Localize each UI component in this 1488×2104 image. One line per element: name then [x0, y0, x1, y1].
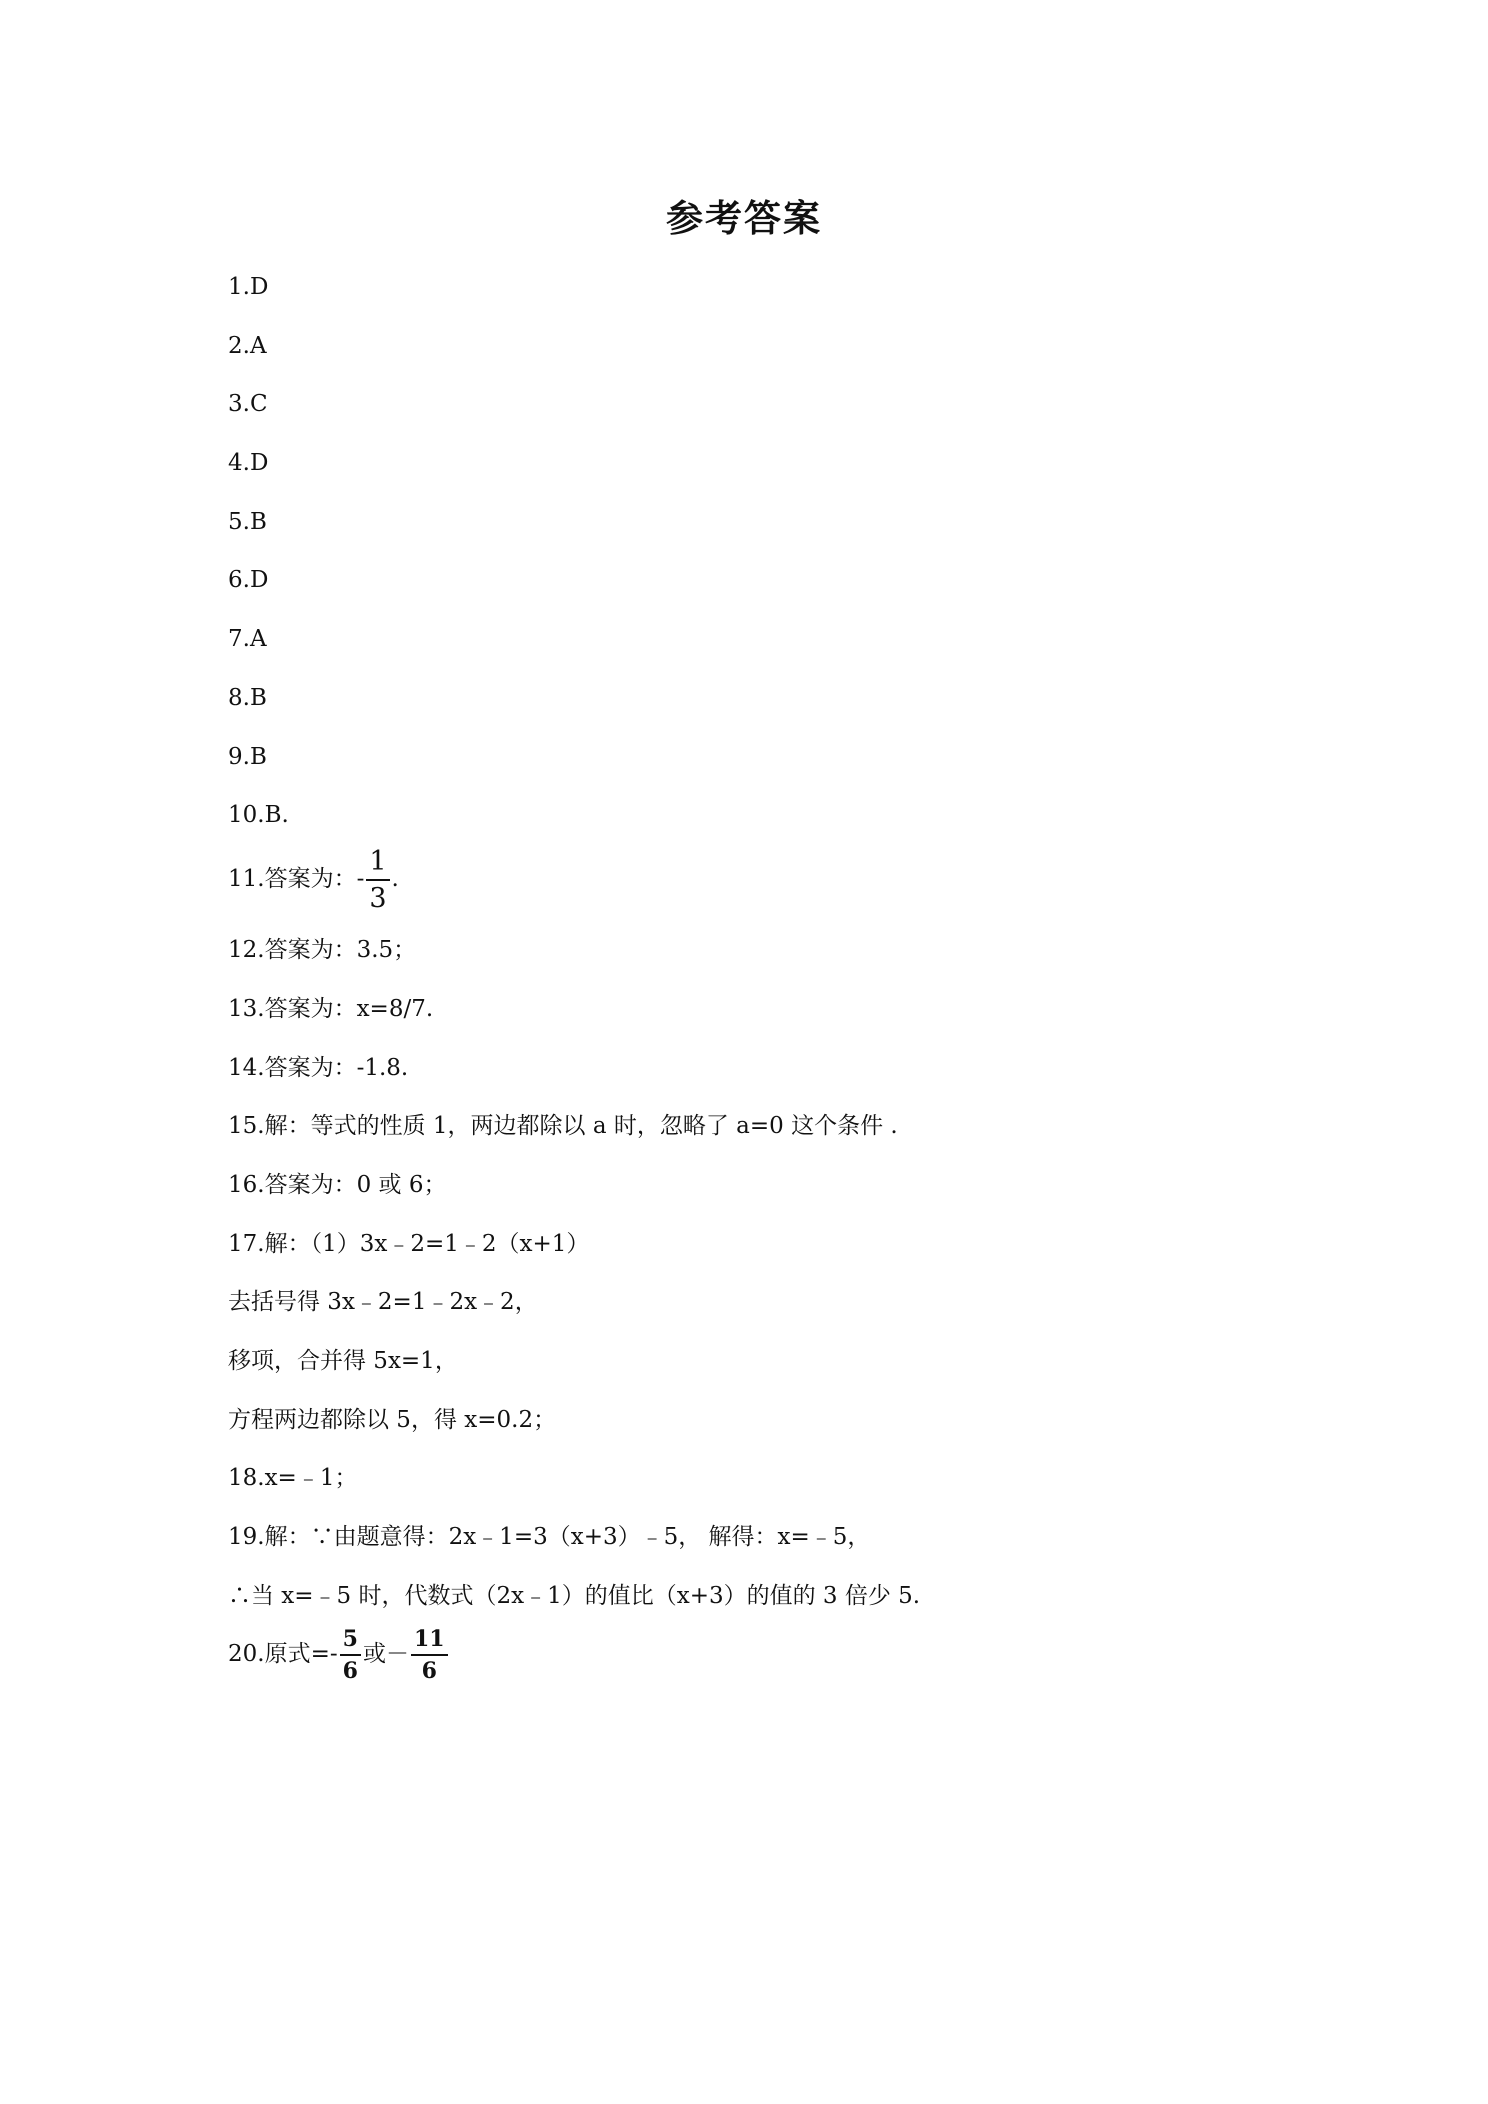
answer-13: 13.答案为：x=8/7.: [228, 996, 434, 1022]
answer-18: 18.x=﹣1；: [228, 1465, 358, 1491]
fraction: [340, 1628, 361, 1682]
answer-20-prefix: 20.原式=-: [228, 1641, 338, 1667]
fraction-numerator: 11: [411, 1628, 448, 1656]
fraction-denominator: 6: [342, 1658, 358, 1684]
answer-7: 7.A: [228, 626, 267, 652]
answer-10: 10.B.: [228, 802, 289, 828]
answer-17: 17.解：（1）3x﹣2=1﹣2（x+1）: [228, 1231, 590, 1257]
answer-11: [228, 848, 399, 912]
answer-19-conclusion: ∴当 x=﹣5 时，代数式（2x﹣1）的值比（x+3）的值的 3 倍少 5.: [228, 1583, 921, 1609]
fraction: [411, 1628, 448, 1682]
answer-16: 16.答案为：0 或 6；: [228, 1172, 447, 1198]
page-title: 参考答案: [666, 197, 822, 240]
answer-8: 8.B: [228, 685, 267, 711]
answer-19: 19.解：∵由题意得：2x﹣1=3（x+3）﹣5， 解得：x=﹣5，: [228, 1524, 871, 1550]
answer-5: 5.B: [228, 509, 267, 535]
answer-1: 1.D: [228, 274, 269, 300]
answer-20: [228, 1628, 450, 1682]
answer-4: 4.D: [228, 450, 269, 476]
answer-2: 2.A: [228, 333, 267, 359]
answer-15: 15.解：等式的性质 1，两边都除以 a 时，忽略了 a=0 这个条件 .: [228, 1113, 898, 1139]
answer-17-step-3: 方程两边都除以 5，得 x=0.2；: [228, 1407, 557, 1433]
answer-14: 14.答案为：-1.8.: [228, 1055, 409, 1081]
answer-12: 12.答案为：3.5；: [228, 937, 417, 963]
fraction-numerator: 1: [366, 848, 389, 881]
answer-6: 6.D: [228, 567, 269, 593]
answer-11-suffix: .: [391, 866, 399, 892]
answer-17-step-2: 移项，合并得 5x=1，: [228, 1348, 458, 1374]
answer-11-prefix: 11.答案为：-: [228, 866, 365, 892]
fraction-denominator: 3: [369, 883, 387, 914]
answer-20-mid: 或－: [362, 1641, 409, 1667]
fraction-numerator: 5: [340, 1628, 361, 1656]
fraction: [366, 848, 389, 912]
answer-17-step-1: 去括号得 3x﹣2=1﹣2x﹣2，: [228, 1289, 538, 1315]
fraction-denominator: 6: [421, 1658, 437, 1684]
answer-9: 9.B: [228, 744, 267, 770]
answer-3: 3.C: [228, 391, 268, 417]
